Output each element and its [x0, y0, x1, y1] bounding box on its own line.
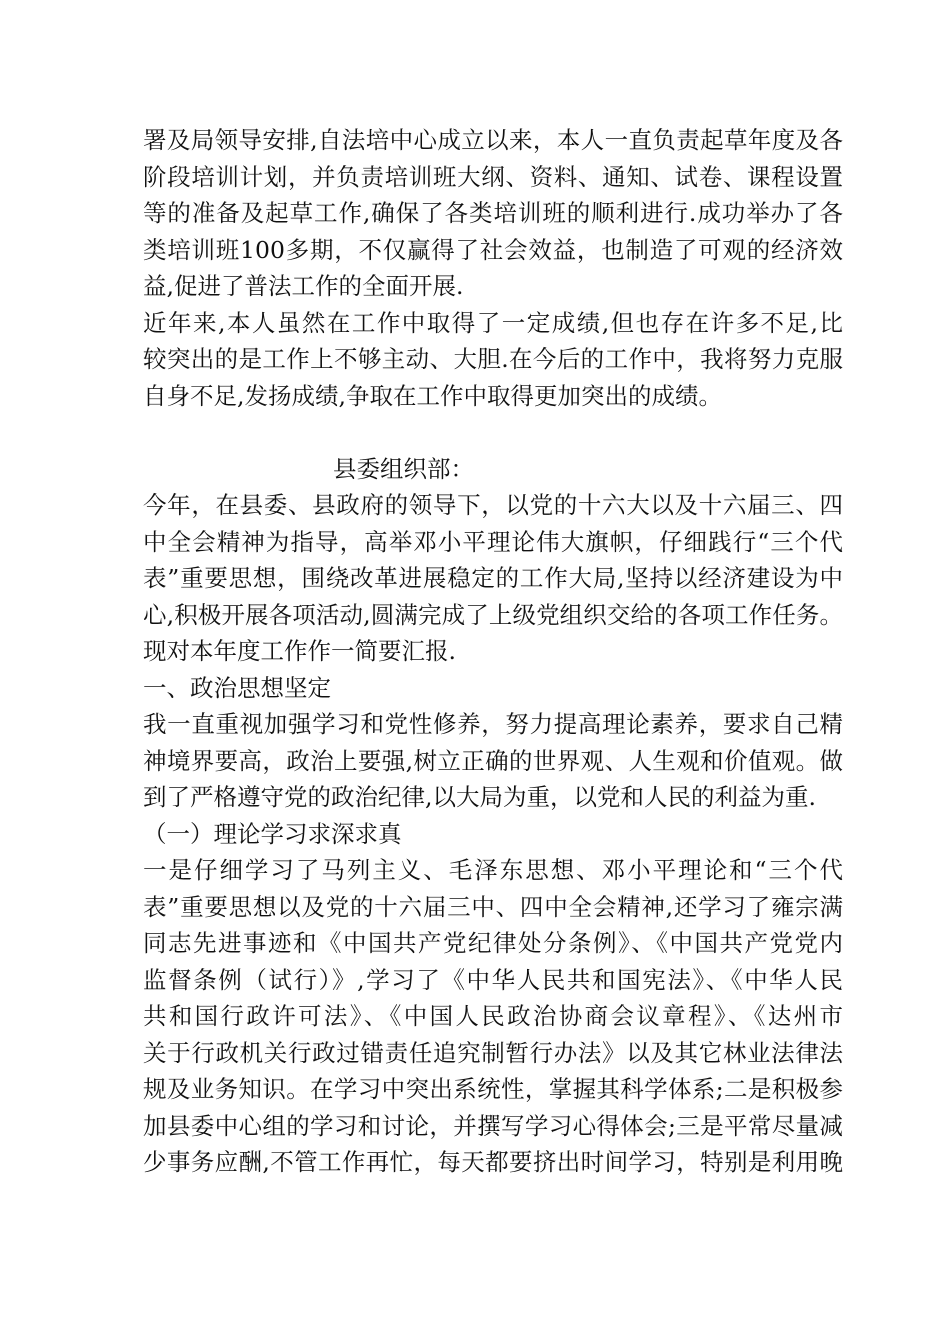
text-line: 加县委中心组的学习和讨论，并撰写学习心得体会;三是平常尽量减: [143, 1111, 843, 1140]
text-line: 关于行政机关行政过错责任追究制暂行办法》以及其它林业法律法: [143, 1038, 843, 1067]
text-line: 一是仔细学习了马列主义、毛泽东思想、邓小平理论和“三个代: [143, 856, 843, 884]
text-line: 心,积极开展各项活动,圆满完成了上级党组织交给的各项工作任务。: [143, 600, 843, 629]
paragraph: [143, 852, 843, 1181]
text-line: 共和国行政许可法》、《中国人民政治协商会议章程》、《达州市: [143, 1002, 843, 1030]
text-line: 自身不足,发扬成绩,争取在工作中取得更加突出的成绩。: [143, 381, 722, 410]
text-line: 今年，在县委、县政府的领导下，以党的十六大以及十六届三、四: [143, 491, 843, 519]
text-line: 等的准备及起草工作,确保了各类培训班的顺利进行.成功举办了各: [143, 199, 843, 227]
blank-line: [143, 414, 843, 451]
section-heading: 县委组织部：: [333, 454, 474, 483]
document-page: [143, 122, 843, 1181]
text-line: 较突出的是工作上不够主动、大胆.在今后的工作中，我将努力克服: [143, 345, 843, 373]
text-line: 阶段培训计划，并负责培训班大纲、资料、通知、试卷、课程设置: [143, 162, 843, 191]
text-line: （一）理论学习求深求真: [143, 819, 402, 848]
text-line: 规及业务知识。在学习中突出系统性，掌握其科学体系;二是积极参: [143, 1075, 843, 1103]
paragraph: [143, 122, 843, 305]
text-line: 近年来,本人虽然在工作中取得了一定成绩,但也存在许多不足,比: [143, 308, 843, 337]
text-line: 署及局领导安排,自法培中心成立以来，本人一直负责起草年度及各: [143, 126, 843, 154]
text-line: 现对本年度工作作一简要汇报.: [143, 637, 456, 665]
text-line: 益,促进了普法工作的全面开展.: [143, 272, 464, 300]
text-line: 到了严格遵守党的政治纪律,以大局为重，以党和人民的利益为重.: [143, 783, 816, 811]
text-line: 少事务应酬,不管工作再忙，每天都要挤出时间学习，特别是利用晚: [143, 1148, 843, 1176]
subheading: [143, 816, 843, 853]
text-line: 中全会精神为指导，高举邓小平理论伟大旗帜，仔细践行“三个代: [143, 527, 843, 556]
text-line: 一、政治思想坚定: [143, 673, 331, 702]
text-line: 类培训班100多期，不仅赢得了社会效益，也制造了可观的经济效: [143, 235, 843, 264]
text-line: 表”重要思想，围绕改革进展稳定的工作大局,坚持以经济建设为中: [143, 564, 843, 592]
paragraph: [143, 487, 843, 670]
text-line: 监督条例（试行）》,学习了《中华人民共和国宪法》、《中华人民: [143, 965, 843, 994]
text-line: 我一直重视加强学习和党性修养，努力提高理论素养，要求自己精: [143, 710, 843, 738]
paragraph: [143, 305, 843, 415]
subheading: [143, 670, 843, 707]
text-line: 神境界要高，政治上要强,树立正确的世界观、人生观和价值观。做: [143, 746, 843, 775]
text-line: 同志先进事迹和《中国共产党纪律处分条例》、《中国共产党党内: [143, 929, 843, 957]
paragraph: [143, 706, 843, 816]
text-line: 表”重要思想以及党的十六届三中、四中全会精神,还学习了雍宗满: [143, 892, 843, 921]
